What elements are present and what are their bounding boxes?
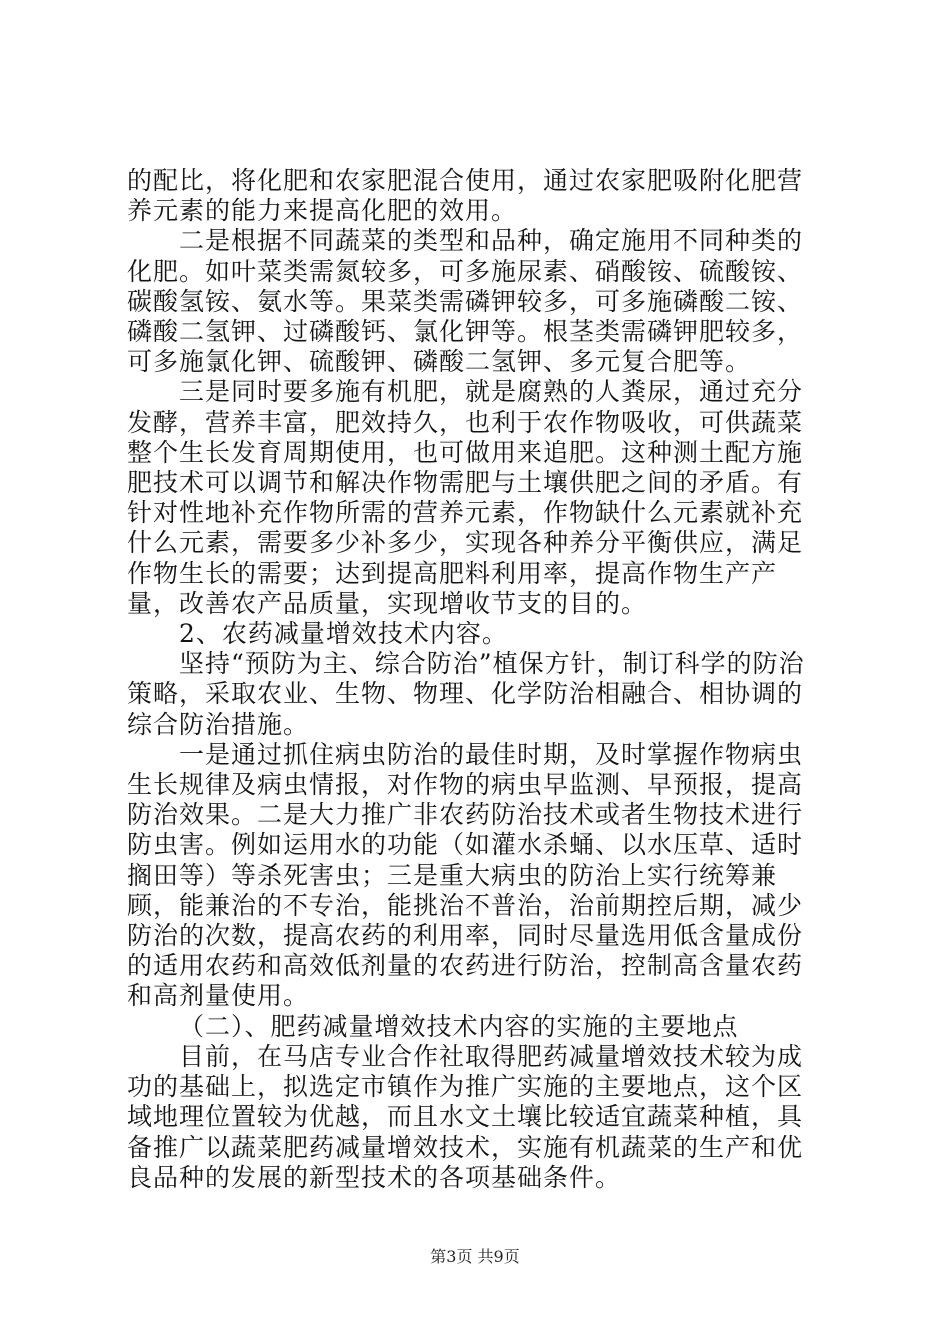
section-heading-pesticide: 2、农药减量增效技术内容。	[179, 619, 508, 649]
paragraph-prevention-policy: 坚持“预防为主、综合防治”植保方针，制订科学的防治策略，采取农业、生物、物理、化学防治相融合、相协调的综合防治措施。	[127, 649, 805, 739]
paragraph-pest-control: 一是通过抓住病虫防治的最佳时期，及时掌握作物病虫生长规律及病虫情报，对作物的病虫早监测、早预报，提高防治效果。二是大力推广非农药防治技术或者生物技术进行防虫害。例如运用水的功能（如灌水杀蛹、以水压草、适时搁田等）等杀死害虫；三是重大病虫的防治上实行统筹兼顾，能兼治的不专治，能挑治不普治，治前期控后期，减少防治的次数，提高农药的利用率，同时尽量选用低含量成份的适用农药和高效低剂量的农药进行防治，控制高含量农药和高剂量使用。	[127, 739, 804, 1011]
section-heading-locations: （二）、肥药减量增效技术内容的实施的主要地点	[179, 1011, 739, 1041]
paragraph-continuation: 的配比，将化肥和农家肥混合使用，通过农家肥吸附化肥营养元素的能力来提高化肥的效用。	[127, 166, 804, 226]
page-number: 第3页 共9页	[430, 1247, 520, 1266]
paragraph-locations: 目前，在马店专业合作社取得肥药减量增效技术较为成功的基础上，拟选定市镇作为推广实施的主要地点，这个区域地理位置较为优越，而且水文土壤比较适宜蔬菜种植，具备推广以蔬菜肥药减量增效技术，实施有机蔬菜的生产和优良品种的发展的新型技术的各项基础条件。	[127, 1041, 804, 1192]
paragraph-organic-fertilizer: 三是同时要多施有机肥，就是腐熟的人粪尿，通过充分发酵，营养丰富，肥效持久，也利于农作物吸收，可供蔬菜整个生长发育周期使用，也可做用来追肥。这种测土配方施肥技术可以调节和解决作物需肥与土壤供肥之间的矛盾。有针对性地补充作物所需的营养元素，作物缺什么元素就补充什么元素，需要多少补多少，实现各种养分平衡供应，满足作物生长的需要；达到提高肥料利用率，提高作物生产产量，改善农产品质量，实现增收节支的目的。	[127, 377, 804, 618]
paragraph-fertilizer-types: 二是根据不同蔬菜的类型和品种，确定施用不同种类的化肥。如叶菜类需氮较多，可多施尿素、硝酸铵、硫酸铵、碳酸氢铵、氨水等。果菜类需磷钾较多，可多施磷酸二铵、磷酸二氢钾、过磷酸钙、氯化钾等。根茎类需磷钾肥较多，可多施氯化钾、硫酸钾、磷酸二氢钾、多元复合肥等。	[127, 226, 804, 377]
document-body	[127, 166, 827, 1193]
